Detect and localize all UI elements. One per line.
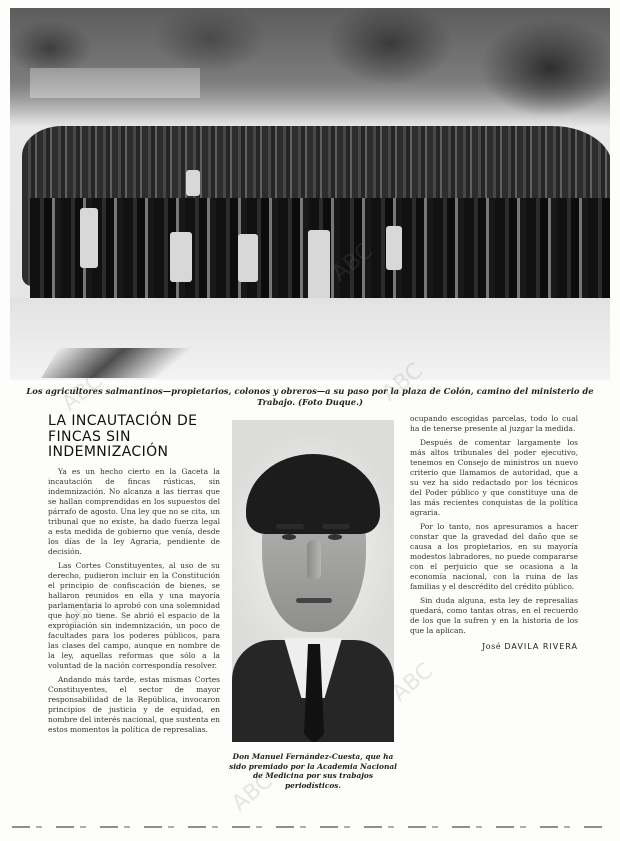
watermark-logo: ABC xyxy=(227,768,278,817)
footer-rule xyxy=(12,826,608,828)
portrait-brow xyxy=(276,524,304,529)
photo-figure xyxy=(80,208,98,268)
watermark-logo: ABC xyxy=(377,358,428,407)
article-paragraph: Por lo tanto, nos apresuramos a hacer constar que la gravedad del daño que se causa a los propietarios, en su mayoría modestos labradores, no puede compararse con el perjuicio que se ocasiona a la economía nacional, con la ruina de las familias y el descrédito del crédito público. xyxy=(410,522,578,591)
watermark-logo: ABC xyxy=(57,368,108,417)
photo-figure xyxy=(238,234,258,282)
portrait-block xyxy=(228,414,398,790)
portrait-mouth xyxy=(296,598,332,603)
photo-building xyxy=(30,68,200,98)
photo-figure xyxy=(170,232,192,282)
photo-caption: Los agricultores salmantinos—propietarios, colonos y obreros—a su paso por la plaza de Colón, camino del ministerio de Trabajo. (Foto Duque.) xyxy=(26,386,594,407)
article-headline: LA INCAUTACIÓN DE FINCAS SIN INDEMNIZACIÓN xyxy=(48,413,198,460)
portrait-nose xyxy=(307,540,321,580)
signature-prefix: José xyxy=(481,642,502,651)
photo-shadow xyxy=(41,348,208,378)
photo-figure xyxy=(308,230,330,300)
portrait-caption: Don Manuel Fernández-Cuesta, que ha sido premiado por la Academia Nacional de Medicina por sus trabajos periodísticos. xyxy=(229,752,397,790)
portrait-eye xyxy=(282,534,296,540)
article-paragraph: Sin duda alguna, esta ley de represalias quedará, como tantas otras, en el recuerdo de los que la sufren y en la historia de los que la aplican. xyxy=(410,596,578,635)
article-right-column xyxy=(410,414,578,651)
watermark-logo: ABC xyxy=(387,658,438,707)
portrait-brow xyxy=(322,524,350,529)
article-paragraph: Después de comentar largamente los más altos tribunales del poder ejecutivo, tenemos en Consejo de ministros un nuevo criterio que llamamos de autoridad, que a su vez ha sido redactado por los técnicos del Poder público y que constituye una de las más recientes conquistas de la política agraria. xyxy=(410,438,578,517)
portrait-photograph xyxy=(232,420,394,742)
article-paragraph: ocupando escogidas parcelas, todo lo cual ha de tenerse presente al juzgar la medida. xyxy=(410,414,578,433)
signature-name: DAVILA RIVERA xyxy=(504,642,578,651)
watermark-logo: ABC xyxy=(57,588,108,637)
photo-figure xyxy=(386,226,402,270)
article-paragraph: Andando más tarde, estas mismas Cortes Constituyentes, el sector de mayor responsabilidad de la República, invocaron principios de justicia y de equidad, en nombre del interés nacional, que sustenta en estos momentos la política de represalias. xyxy=(48,674,220,734)
article-paragraph: Las Cortes Constituyentes, al uso de su derecho, pudieron incluir en la Constitución el principio de confiscación de bienes, se hallaron reunidos en ella y una mayoría parlamentaria lo aprobó con una solemnidad que hoy no tiene. Se abrió el espacio de la expropiación sin indemnización, un poco de facultades para los poderes públicos, para las clases del campo, aunque en nombre de la ley, aquellas reformas que sólo a la voluntad de la nación correspondía resolver. xyxy=(48,560,220,670)
portrait-eye xyxy=(328,534,342,540)
article-left-column xyxy=(48,414,220,739)
crowd-photograph xyxy=(10,8,610,380)
article-paragraph: Ya es un hecho cierto en la Gaceta la incautación de fincas rústicas, sin indemnización. No alcanza a las tierras que se hallan comprendidas en los supuestos del párrafo de agosto. Una ley que no se cita, un tribunal que no existe, ha dado fuerza legal a esta medida de gobierno que venía, desde los días de la ley Agraria, pendiente de decisión. xyxy=(48,466,220,556)
photo-figure xyxy=(186,170,200,196)
article-signature xyxy=(410,642,578,651)
